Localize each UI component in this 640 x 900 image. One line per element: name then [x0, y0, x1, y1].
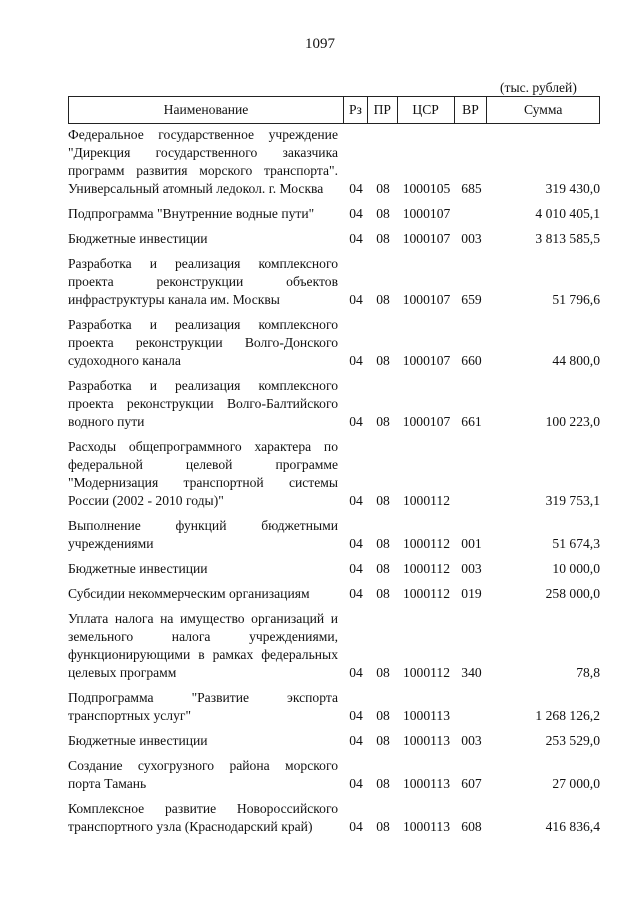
row-sum: 10 000,0 [552, 561, 600, 576]
row-vr: 660 [461, 353, 482, 368]
header-name: Наименование [69, 97, 344, 123]
row-sum: 78,8 [576, 665, 600, 680]
row-rz: 04 [349, 776, 363, 791]
row-pr: 08 [376, 414, 390, 429]
row-pr: 08 [376, 776, 390, 791]
row-name: Федеральное государственное учреждение "Дирекция государственного заказчика программ развития морского транспорта". Универсальный атомный ледокол. г. Москва [68, 127, 338, 196]
table-row [68, 316, 600, 370]
row-name: Разработка и реализация комплексного проекта реконструкции Волго-Донского судоходного канала [68, 317, 338, 368]
table-header [68, 96, 600, 124]
table-row [68, 585, 600, 603]
row-csr: 1000113 [402, 733, 451, 748]
row-vr: 340 [461, 665, 482, 680]
row-csr: 1000112 [402, 665, 451, 680]
row-pr: 08 [376, 819, 390, 834]
row-pr: 08 [376, 733, 390, 748]
row-csr: 1000113 [402, 708, 451, 723]
header-csr: ЦСР [398, 97, 455, 123]
row-name: Субсидии некоммерческим организациям [68, 586, 310, 601]
table-row [68, 689, 600, 725]
row-rz: 04 [349, 665, 363, 680]
table-row [68, 800, 600, 836]
row-pr: 08 [376, 708, 390, 723]
row-sum: 3 813 585,5 [535, 231, 600, 246]
row-csr: 1000107 [402, 231, 451, 246]
row-rz: 04 [349, 536, 363, 551]
row-rz: 04 [349, 231, 363, 246]
row-rz: 04 [349, 586, 363, 601]
row-sum: 100 223,0 [545, 414, 600, 429]
row-rz: 04 [349, 353, 363, 368]
row-csr: 1000107 [402, 292, 451, 307]
row-sum: 4 010 405,1 [535, 206, 600, 221]
row-sum: 27 000,0 [552, 776, 600, 791]
row-rz: 04 [349, 819, 363, 834]
row-name: Разработка и реализация комплексного проекта реконструкции Волго-Балтийского водного пути [68, 378, 338, 429]
row-sum: 319 753,1 [545, 493, 600, 508]
row-vr: 659 [461, 292, 482, 307]
row-csr: 1000113 [402, 819, 451, 834]
table-row [68, 732, 600, 750]
row-rz: 04 [349, 708, 363, 723]
row-rz: 04 [349, 414, 363, 429]
row-sum: 253 529,0 [545, 733, 600, 748]
row-vr: 685 [461, 181, 482, 196]
row-rz: 04 [349, 561, 363, 576]
row-pr: 08 [376, 536, 390, 551]
header-vr: ВР [455, 97, 488, 123]
row-vr: 661 [461, 414, 482, 429]
table-row [68, 255, 600, 309]
row-name: Разработка и реализация комплексного проекта реконструкции объектов инфраструктуры канала им. Москвы [68, 256, 338, 307]
row-csr: 1000105 [402, 181, 451, 196]
row-name: Расходы общепрограммного характера по федеральной целевой программе "Модернизация транспортной системы России (2002 - 2010 годы)" [68, 439, 338, 508]
row-rz: 04 [349, 206, 363, 221]
page-number: 1097 [305, 36, 335, 52]
row-csr: 1000112 [402, 493, 451, 508]
row-name: Выполнение функций бюджетными учреждениями [68, 518, 338, 551]
row-vr: 003 [461, 561, 482, 576]
row-name: Бюджетные инвестиции [68, 733, 208, 748]
row-sum: 1 268 126,2 [535, 708, 600, 723]
table-row [68, 517, 600, 553]
row-name: Комплексное развитие Новороссийского транспортного узла (Краснодарский край) [68, 801, 338, 834]
row-name: Подпрограмма "Развитие экспорта транспортных услуг" [68, 690, 338, 723]
units-label: (тыс. рублей) [500, 80, 577, 95]
row-csr: 1000112 [402, 561, 451, 576]
row-vr: 019 [461, 586, 482, 601]
row-pr: 08 [376, 206, 390, 221]
table-row [68, 438, 600, 510]
row-pr: 08 [376, 292, 390, 307]
row-vr: 001 [461, 536, 482, 551]
row-csr: 1000113 [402, 776, 451, 791]
row-vr: 607 [461, 776, 482, 791]
row-rz: 04 [349, 733, 363, 748]
row-pr: 08 [376, 665, 390, 680]
table-row [68, 560, 600, 578]
row-sum: 44 800,0 [552, 353, 600, 368]
row-pr: 08 [376, 586, 390, 601]
row-csr: 1000107 [402, 206, 451, 221]
table-row [68, 205, 600, 223]
header-pr: ПР [368, 97, 398, 123]
row-rz: 04 [349, 181, 363, 196]
row-name: Бюджетные инвестиции [68, 231, 208, 246]
row-csr: 1000107 [402, 414, 451, 429]
row-name: Подпрограмма "Внутренние водные пути" [68, 206, 315, 221]
table-body [68, 126, 600, 843]
row-sum: 51 796,6 [552, 292, 600, 307]
header-rz: Рз [344, 97, 368, 123]
row-pr: 08 [376, 493, 390, 508]
row-vr: 003 [461, 231, 482, 246]
row-name: Бюджетные инвестиции [68, 561, 208, 576]
row-pr: 08 [376, 181, 390, 196]
row-vr: 608 [461, 819, 482, 834]
row-csr: 1000112 [402, 536, 451, 551]
row-pr: 08 [376, 231, 390, 246]
row-name: Создание сухогрузного района морского порта Тамань [68, 758, 338, 791]
table-row [68, 377, 600, 431]
table-row [68, 230, 600, 248]
row-csr: 1000112 [402, 586, 451, 601]
row-sum: 319 430,0 [545, 181, 600, 196]
table-row [68, 757, 600, 793]
row-pr: 08 [376, 561, 390, 576]
row-rz: 04 [349, 292, 363, 307]
row-sum: 416 836,4 [545, 819, 600, 834]
row-csr: 1000107 [402, 353, 451, 368]
row-sum: 258 000,0 [545, 586, 600, 601]
row-name: Уплата налога на имущество организаций и земельного налога учреждениями, функционирующими в рамках федеральных целевых программ [68, 611, 338, 680]
row-sum: 51 674,3 [552, 536, 600, 551]
table-row [68, 610, 600, 682]
row-rz: 04 [349, 493, 363, 508]
row-vr: 003 [461, 733, 482, 748]
header-sum: Сумма [523, 102, 563, 117]
row-pr: 08 [376, 353, 390, 368]
table-row [68, 126, 600, 198]
